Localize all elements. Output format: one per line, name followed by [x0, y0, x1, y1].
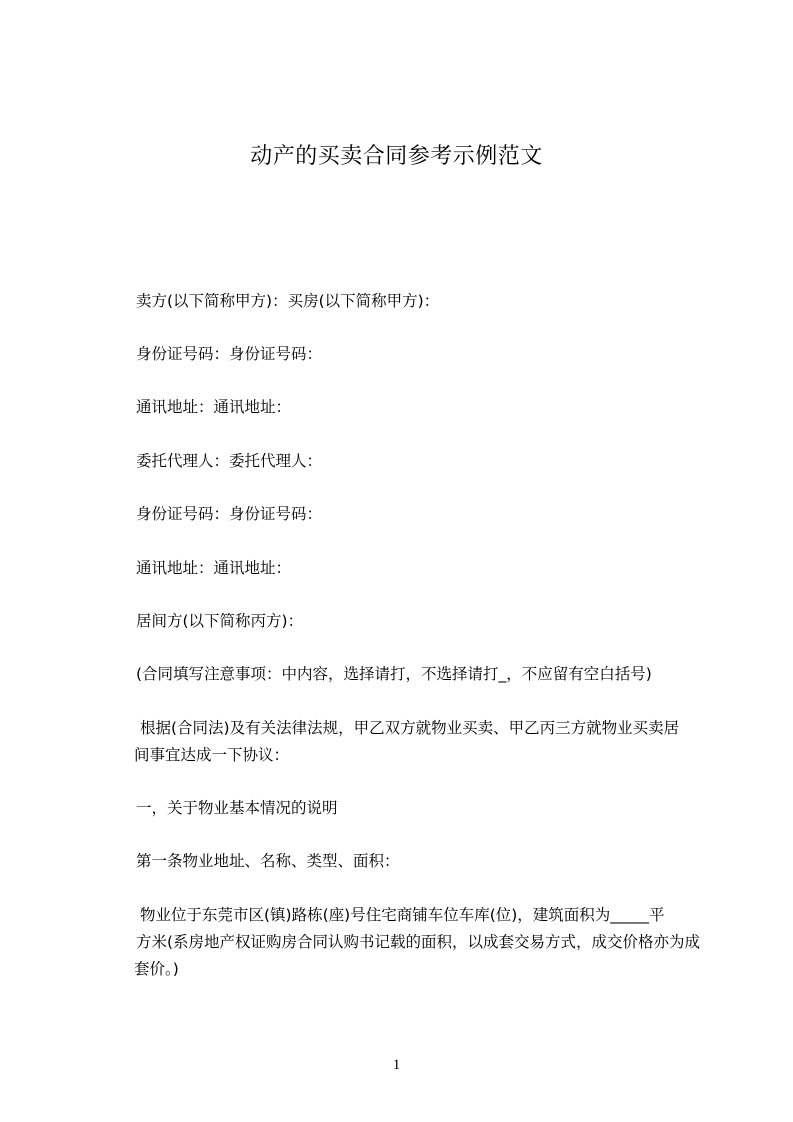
id-number-line: 身份证号码：身份证号码：: [136, 345, 323, 363]
page-number: 1: [392, 1057, 401, 1073]
agreement-paragraph: [136, 715, 704, 769]
property-paragraph: [136, 902, 704, 983]
section-heading: 一，关于物业基本情况的说明: [136, 799, 338, 817]
article-heading: 第一条物业地址、名称、类型、面积：: [136, 852, 400, 870]
property-line-2: 方米(系房地产权证购房合同认购书记载的面积，以成套交易方式，成交价格亦为成: [136, 933, 701, 951]
intermediary-line: 居间方(以下简称丙方)：: [136, 612, 304, 630]
agreement-line-2: 间事宜达成一下协议：: [134, 746, 290, 764]
agreement-line-1: 根据(合同法)及有关法律法规，甲乙双方就物业买卖、甲乙丙三方就物业买卖居: [140, 719, 680, 737]
seller-buyer-line: 卖方(以下简称甲方)：买房(以下简称甲方)：: [136, 292, 440, 310]
address-line: 通讯地址：通讯地址：: [136, 398, 292, 416]
agent-line: 委托代理人：委托代理人：: [136, 452, 323, 470]
property-line-1: 物业位于东莞市区(镇)路栋(座)号住宅商铺车位车库(位)，建筑面积为_____平: [140, 906, 665, 924]
filling-notes-line: (合同填写注意事项：中内容，选择请打，不选择请打_，不应留有空白括号): [136, 665, 652, 683]
property-line-3: 套价。): [134, 960, 179, 978]
agent-address-line: 通讯地址：通讯地址：: [136, 559, 292, 577]
agent-id-number-line: 身份证号码：身份证号码：: [136, 505, 323, 523]
document-title: 动产的买卖合同参考示例范文: [250, 144, 543, 169]
